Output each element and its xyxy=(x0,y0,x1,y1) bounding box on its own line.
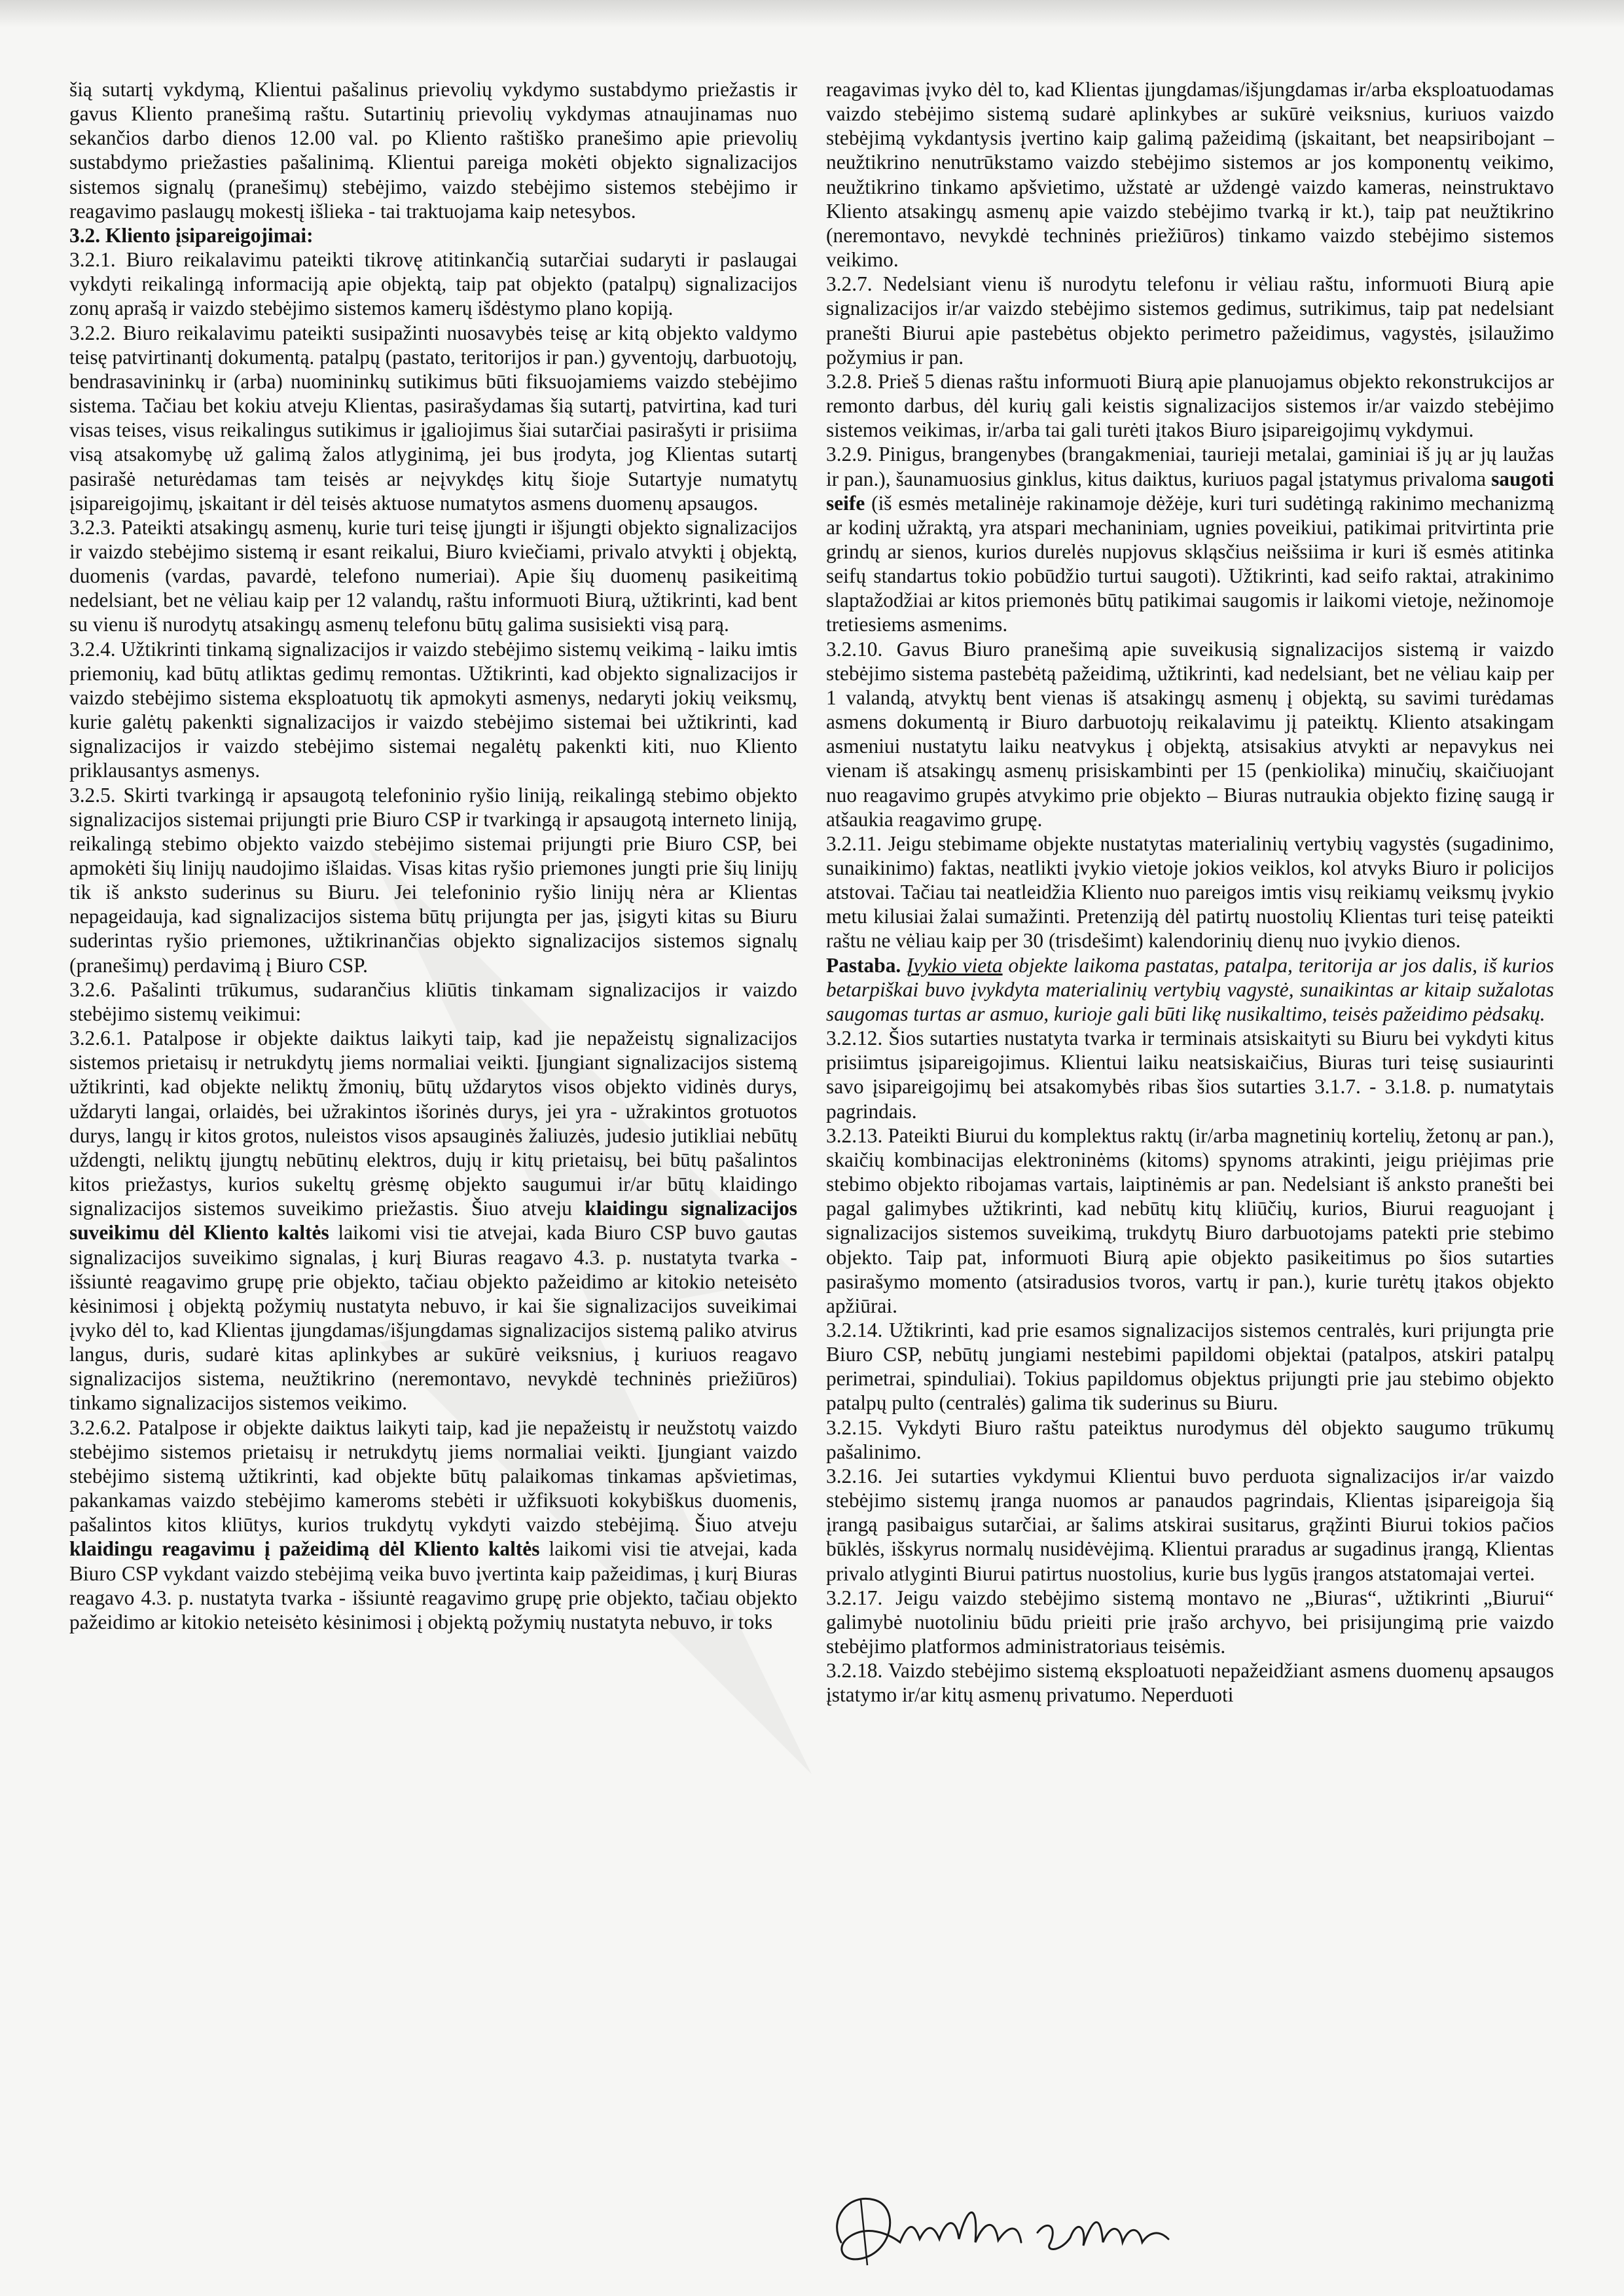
clause-3-2-17: 3.2.17. Jeigu vaizdo stebėjimo sistemą montavo ne „Biuras“, užtikrinti „Biurui“ galimybė nuotoliniu būdu prieiti prie įrašo archyvo, bei prisijungimą prie vaizdo stebėjimo platformos administratoriaus teisėmis. xyxy=(826,1586,1554,1658)
clause-3-2-6-1: 3.2.6.1. Patalpose ir objekte daiktus laikyti taip, kad jie nepažeistų signalizacijos sistemos prietaisų ir netrukdytų jiems normaliai veikti. Įjungiant signalizacijos sistemą užtikrinti, kad objekte neliktų žmonių, būtų uždarytos visos objekto vidinės durys, uždaryti langai, orlaidės, bei užrakintos išorinės durys, jei yra - užrakintos grotuotos durys, langų ir kitos grotos, nuleistos visos apsauginės žaliuzės, judesio jutikliai nebūtų uždengti, neliktų įjungtų nebūtinų elektros, dujų ir kitų prietaisų, bei būtų pašalintos kitos priežastys, kurios sukeltų grėsmę objekto saugumui ir/ar būtų klaidingo signalizacijos sistemos suveikimo priežastis. Šiuo atveju klaidingu signalizacijos suveikimu dėl Kliento kaltės laikomi visi tie atvejai, kada Biuro CSP buvo gautas signalizacijos suveikimo signalas, į kurį Biuras reagavo 4.3. p. nustatyta tvarka - išsiuntė reagavimo grupę prie objekto, tačiau objekto pažeidimo ar kitokio neteisėto kėsinimosi į objektą požymių nustatyta nebuvo, ir kai šie signalizacijos suveikimai įvyko dėl to, kad Klientas įjungdamas/išjungdamas signalizacijos sistemą paliko atvirus langus, duris, sudarė kitas aplinkybes ar sukūrė veiksnius, į kuriuos reagavo signalizacijos sistema, neužtikrino (neremontavo, nevykdė techninės priežiūros) tinkamo signalizacijos sistemos veikimo. xyxy=(69,1027,797,1415)
scan-edge-shadow xyxy=(0,0,1624,27)
clause-3-2-12: 3.2.12. Šios sutarties nustatyta tvarka ir terminais atsiskaityti su Biuru bei vykdyti kitus prisiimtus įsipareigojimus. Klientui laiku neatsiskaičius, Biuras turi teisę susiaurinti savo įsipareigojimų bei atsakomybės ribas šios sutarties 3.1.7. - 3.1.8. p. numatytais pagrindais. xyxy=(826,1027,1554,1123)
clause-3-2-3: 3.2.3. Pateikti atsakingų asmenų, kurie turi teisę įjungti ir išjungti objekto signalizacijos ir vaizdo stebėjimo sistemą ir esant reikalui, Biuro kviečiami, privalo atvykti į objektą, duomenis (vardas, pavardė, telefono numeriai). Apie šių duomenų pasikeitimą nedelsiant, bet ne vėliau kaip per 12 valandų, raštu informuoti Biurą, užtikrinti, kad bent su vienu iš nurodytų atsakingų asmenų telefonu būtų galima susisiekti visą parą. xyxy=(69,515,797,636)
clause-3-2-2: 3.2.2. Biuro reikalavimu pateikti susipažinti nuosavybės teisę ar kitą objekto valdymo teisę patvirtinantį dokumentą. patalpų (pastato, teritorijos ir pan.) gyventojų, darbuotojų, bendrasavininkų ir (arba) nuomininkų sutikimus būti fiksuojamiems vaizdo stebėjimo sistema. Tačiau bet kokiu atveju Klientas, pasirašydamas šią sutartį, patvirtina, kad turi visas teises, visus reikalingus sutikimus ir įgaliojimus šiai sutarčiai pasirašyti ir prisiima visą atsakomybę už galimą žalos atlyginimą, jei bus įrodyta, jog Klientas sutartį pasirašė neturėdamas tam teisės ar neįvykdęs kitų šioje Sutartyje numatytų įsipareigojimų, įskaitant ir dėl teisės aktuose numatytos asmens duomenų apsaugos. xyxy=(69,321,797,515)
clause-3-2-10: 3.2.10. Gavus Biuro pranešimą apie suveikusią signalizacijos sistemą ir vaizdo stebėjimo sistema pastebėtą pažeidimą, užtikrinti, kad nedelsiant, bet ne vėliau kaip per 1 valandą, atvyktų bent vienas iš atsakingų asmenų į objektą, su savimi turėdamas asmens dokumentą ir Biuro darbuotojų reikalavimu jį pateiktų. Kliento atsakingam asmeniui nustatytu laiku neatvykus į objektą, atsisakius atvykti ar nepavykus nei vienam iš atsakingų asmenų prisiskambinti per 15 (penkiolika) minučių, skaičiuojant nuo reagavimo grupės atvykimo prie objekto – Biuras nutraukia objekto fizinę saugą ir atšaukia reagavimo grupę. xyxy=(826,637,1554,831)
clause-3-2-9: 3.2.9. Pinigus, brangenybes (brangakmeniai, taurieji metalai, gaminiai iš jų ar jų laužas ir pan.), šaunamuosius ginklus, kitus daiktus, kuriuos pagal įstatymus privaloma saugoti seife (iš esmės metalinėje rakinamoje dėžėje, kuri turi sudėtingą rakinimo mechanizmą ar kodinį užraktą, yra atspari mechaniniam, ugnies poveikiui, patikimai pritvirtinta prie grindų ar sienos, kurios durelės nupjovus skląsčius neišsiima ir kuri iš esmės atitinka seifų standartus tokio pobūdžio turtui saugoti). Užtikrinti, kad seifo raktai, atrakinimo slaptažodžiai ar kitos priemonės būtų patikimai saugomis ir laikomi vietoje, nežinomoje tretiesiems asmenims. xyxy=(826,443,1554,636)
clause-3-2-8: 3.2.8. Prieš 5 dienas raštu informuoti Biurą apie planuojamus objekto rekonstrukcijos ar remonto darbus, dėl kurių gali keistis signalizacijos sistemos ir/ar vaizdo stebėjimo sistemos veikimas, ir/arba tai gali turėti įtakos Biuro įsipareigojimų vykdymui. xyxy=(826,369,1554,442)
clause-3-2-6-2: 3.2.6.2. Patalpose ir objekte daiktus laikyti taip, kad jie nepažeistų ir neužstotų vaizdo stebėjimo sistemos prietaisų ir netrukdytų jiems normaliai veikti. Įjungiant vaizdo stebėjimo sistemą užtikrinti, kad objekte būtų palaikomas tinkamas apšvietimas, pakankamas vaizdo stebėjimo kameroms stebėti ir užfiksuoti kokybiškus duomenis, pašalintos kitos kliūtys, kurios trukdytų vykdyti vaizdo stebėjimą. Šiuo atveju klaidingu reagavimu į pažeidimą dėl Kliento kaltės laikomi visi tie atvejai, kada Biuro CSP vykdant vaizdo stebėjimą veika buvo įvertinta kaip pažeidimas, į kurį Biuras reagavo 4.3. p. nustatyta tvarka - išsiuntė reagavimo grupę prie objekto, tačiau objekto pažeidimo ar kitokio neteisėto kėsinimosi į objektą požymių nustatyta nebuvo, ir toks xyxy=(69,1415,797,1633)
handwritten-signature xyxy=(821,2180,1188,2278)
left-column xyxy=(69,77,797,1634)
clause-3-2-7: 3.2.7. Nedelsiant vienu iš nurodytu telefonu ir vėliau raštu, informuoti Biurą apie signalizacijos ir/ar vaizdo stebėjimo sistemos gedimus, sutrikimus, taip pat nedelsiant pranešti Biurui apie pastebėtus objekto perimetro pažeidimus, vagystės, įsilaužimo požymius ir pan. xyxy=(826,272,1554,369)
clause-3-2-4: 3.2.4. Užtikrinti tinkamą signalizacijos ir vaizdo stebėjimo sistemų veikimą - laiku imtis priemonių, kad būtų atliktas gedimų remontas. Užtikrinti, kad objekto signalizacijos ir vaizdo stebėjimo sistema eksploatuotų tik apmokyti asmenys, nedaryti jokių veiksmų, kurie galėtų pakenkti signalizacijos ir vaizdo stebėjimo sistemai bei užtikrinti, kad signalizacijos ir vaizdo stebėjimo sistemai negalėtų pakenkti kiti, nuo Kliento priklausantys asmenys. xyxy=(69,637,797,782)
clause-3-2-6: 3.2.6. Pašalinti trūkumus, sudarančius kliūtis tinkamam signalizacijos ir vaizdo stebėjimo sistemų veikimui: xyxy=(69,977,797,1025)
clause-3-2-11: 3.2.11. Jeigu stebimame objekte nustatytas materialinių vertybių vagystės (sugadinimo, sunaikinimo) faktas, neatlikti įvykio vietoje jokios veiklos, kol atvyks Biuro ir policijos atstovai. Tačiau tai neatleidžia Kliento nuo pareigos imtis visų reikiamų veiksmų įvykio metu kilusiai žalai sumažinti. Pretenziją dėl patirtų nuostolių Klientas turi teisę pateikti raštu ne vėliau kaip per 30 (trisdešimt) kalendorinių dienų nuo įvykio dienos. xyxy=(826,831,1554,953)
section-heading-3-2: 3.2. Kliento įsipareigojimai: xyxy=(69,223,314,247)
right-column xyxy=(826,77,1554,1707)
paragraph-continuation-right: reagavimas įvyko dėl to, kad Klientas įjungdamas/išjungdamas ir/arba eksploatuodamas vaizdo stebėjimo sistemą sudarė aplinkybes ar sukūrė veiksnius, kuriuos vaizdo stebėjimą vykdantysis įvertino kaip galimą pažeidimą (įskaitant, bet neapsiribojant – neužtikrino nenutrūkstamo vaizdo stebėjimo sistemos ar jos komponentų veikimo, neužtikrino tinkamo apšvietimo, užstatė ar uždengė vaizdo kameras, neinstruktavo Kliento atsakingų asmenų apie vaizdo stebėjimo tvarką ir kt.), taip pat neužtikrino (neremontavo, nevykdė techninės priežiūros) tinkamo vaizdo stebėjimo sistemos veikimo. xyxy=(826,78,1554,272)
clause-3-2-18: 3.2.18. Vaizdo stebėjimo sistemą eksploatuoti nepažeidžiant asmens duomenų apsaugos įstatymo ir/ar kitų asmenų privatumo. Neperduoti xyxy=(826,1659,1554,1707)
clause-3-2-13: 3.2.13. Pateikti Biurui du komplektus raktų (ir/arba magnetinių kortelių, žetonų ar pan.), skaičių kombinacijas elektroninėms (kitoms) spynoms atrakinti, jeigu priėjimas prie stebimo objekto ribojamas vartais, laiptinėmis ar pan. Nedelsiant iš anksto pranešti bei pagal galimybes užtikrinti, kad nebūtų kitų kliūčių, kurios, Biurui reaguojant į signalizacijos sistemos suveikimą, trukdytų Biuro darbuotojams patekti prie stebimo objekto. Taip pat, informuoti Biurą apie objekto pasikeitimus po šios sutarties pasirašymo momento (atsiradusios tvoros, vartų ir pan.), kurie turėtų įtakos objekto apžiūrai. xyxy=(826,1123,1554,1317)
paragraph-continuation: šią sutartį vykdymą, Klientui pašalinus prievolių vykdymo sustabdymo priežastis ir gavus Kliento pranešimą raštu. Sutartinių prievolių vykdymas atnaujinamas nuo sekančios darbo dienos 12.00 val. po Kliento raštiško pranešimo apie prievolių sustabdymo priežasties pašalinimą. Klientui pareiga mokėti objekto signalizacijos sistemos signalų (pranešimų) stebėjimo, vaizdo stebėjimo sistemos stebėjimo ir reagavimo paslaugų mokestį išlieka - tai traktuojama kaip netesybos. xyxy=(69,78,797,223)
clause-3-2-16: 3.2.16. Jei sutarties vykdymui Klientui buvo perduota signalizacijos ir/ar vaizdo stebėjimo sistemų įranga nuomos ar panaudos pagrindais, Klientas įsipareigoja šią įrangą pasibaigus sutarčiai, ar šalims atskirai susitarus, grąžinti Biurui tokios pačios būklės, išskyrus normalų nusidėvėjimą. Klientui praradus ar sugadinus įrangą, Klientas privalo atlyginti Biurui patirtus nuostolius, kurie bus lygūs įrangos atstatomajai vertei. xyxy=(826,1464,1554,1585)
clause-3-2-14: 3.2.14. Užtikrinti, kad prie esamos signalizacijos sistemos centralės, kuri prijungta prie Biuro CSP, nebūtų jungiami nestebimi papildomi objektai (patalpos, atskiri patalpų perimetrai, spinduliai). Tokius papildomus objektus prijungti prie jau stebimo objekto patalpų pulto (centralės) galima tik suderinus su Biuru. xyxy=(826,1318,1554,1415)
clause-3-2-15: 3.2.15. Vykdyti Biuro raštu pateiktus nurodymus dėl objekto saugumo trūkumų pašalinimo. xyxy=(826,1415,1554,1463)
clause-3-2-5: 3.2.5. Skirti tvarkingą ir apsaugotą telefoninio ryšio liniją, reikalingą stebimo objekto signalizacijos sistemai prijungti prie Biuro CSP ir tvarkingą ir apsaugotą interneto liniją, reikalingą stebimo objekto vaizdo stebėjimo sistemai prijungti prie Biuro CSP, bei apmokėti šių linijų naudojimo išlaidas. Visas kitas ryšio priemones jungti prie šių linijų tik iš anksto suderinus su Biuru. Jei telefoninio ryšio linijų nėra ar Klientas nepageidauja, kad signalizacijos sistema būtų prijungta per jas, įsigyti kitas su Biuru suderintas ryšio priemones, užtikrinančias objekto signalizacijos sistemos signalų (pranešimų) perdavimą į Biuro CSP. xyxy=(69,783,797,977)
clause-3-2-1: 3.2.1. Biuro reikalavimu pateikti tikrovę atitinkančią sutarčiai sudaryti ir paslaugai vykdyti reikalingą informaciją apie objektą, taip pat objekto (patalpų) signalizacijos zonų aprašą ir vaizdo stebėjimo sistemos kamerų išdėstymo plano kopiją. xyxy=(69,248,797,320)
note-pastaba: Pastaba. Įvykio vieta objekte laikoma pastatas, patalpa, teritorija ar jos dalis, iš kurios betarpiškai buvo įvykdyta materialinių vertybių vagystė, sunaikintas ar kitaip sužalotas saugomas turtas ar asmuo, kurioje gali būti likę nusikaltimo, teisės pažeidimo pėdsakų. xyxy=(826,953,1554,1025)
